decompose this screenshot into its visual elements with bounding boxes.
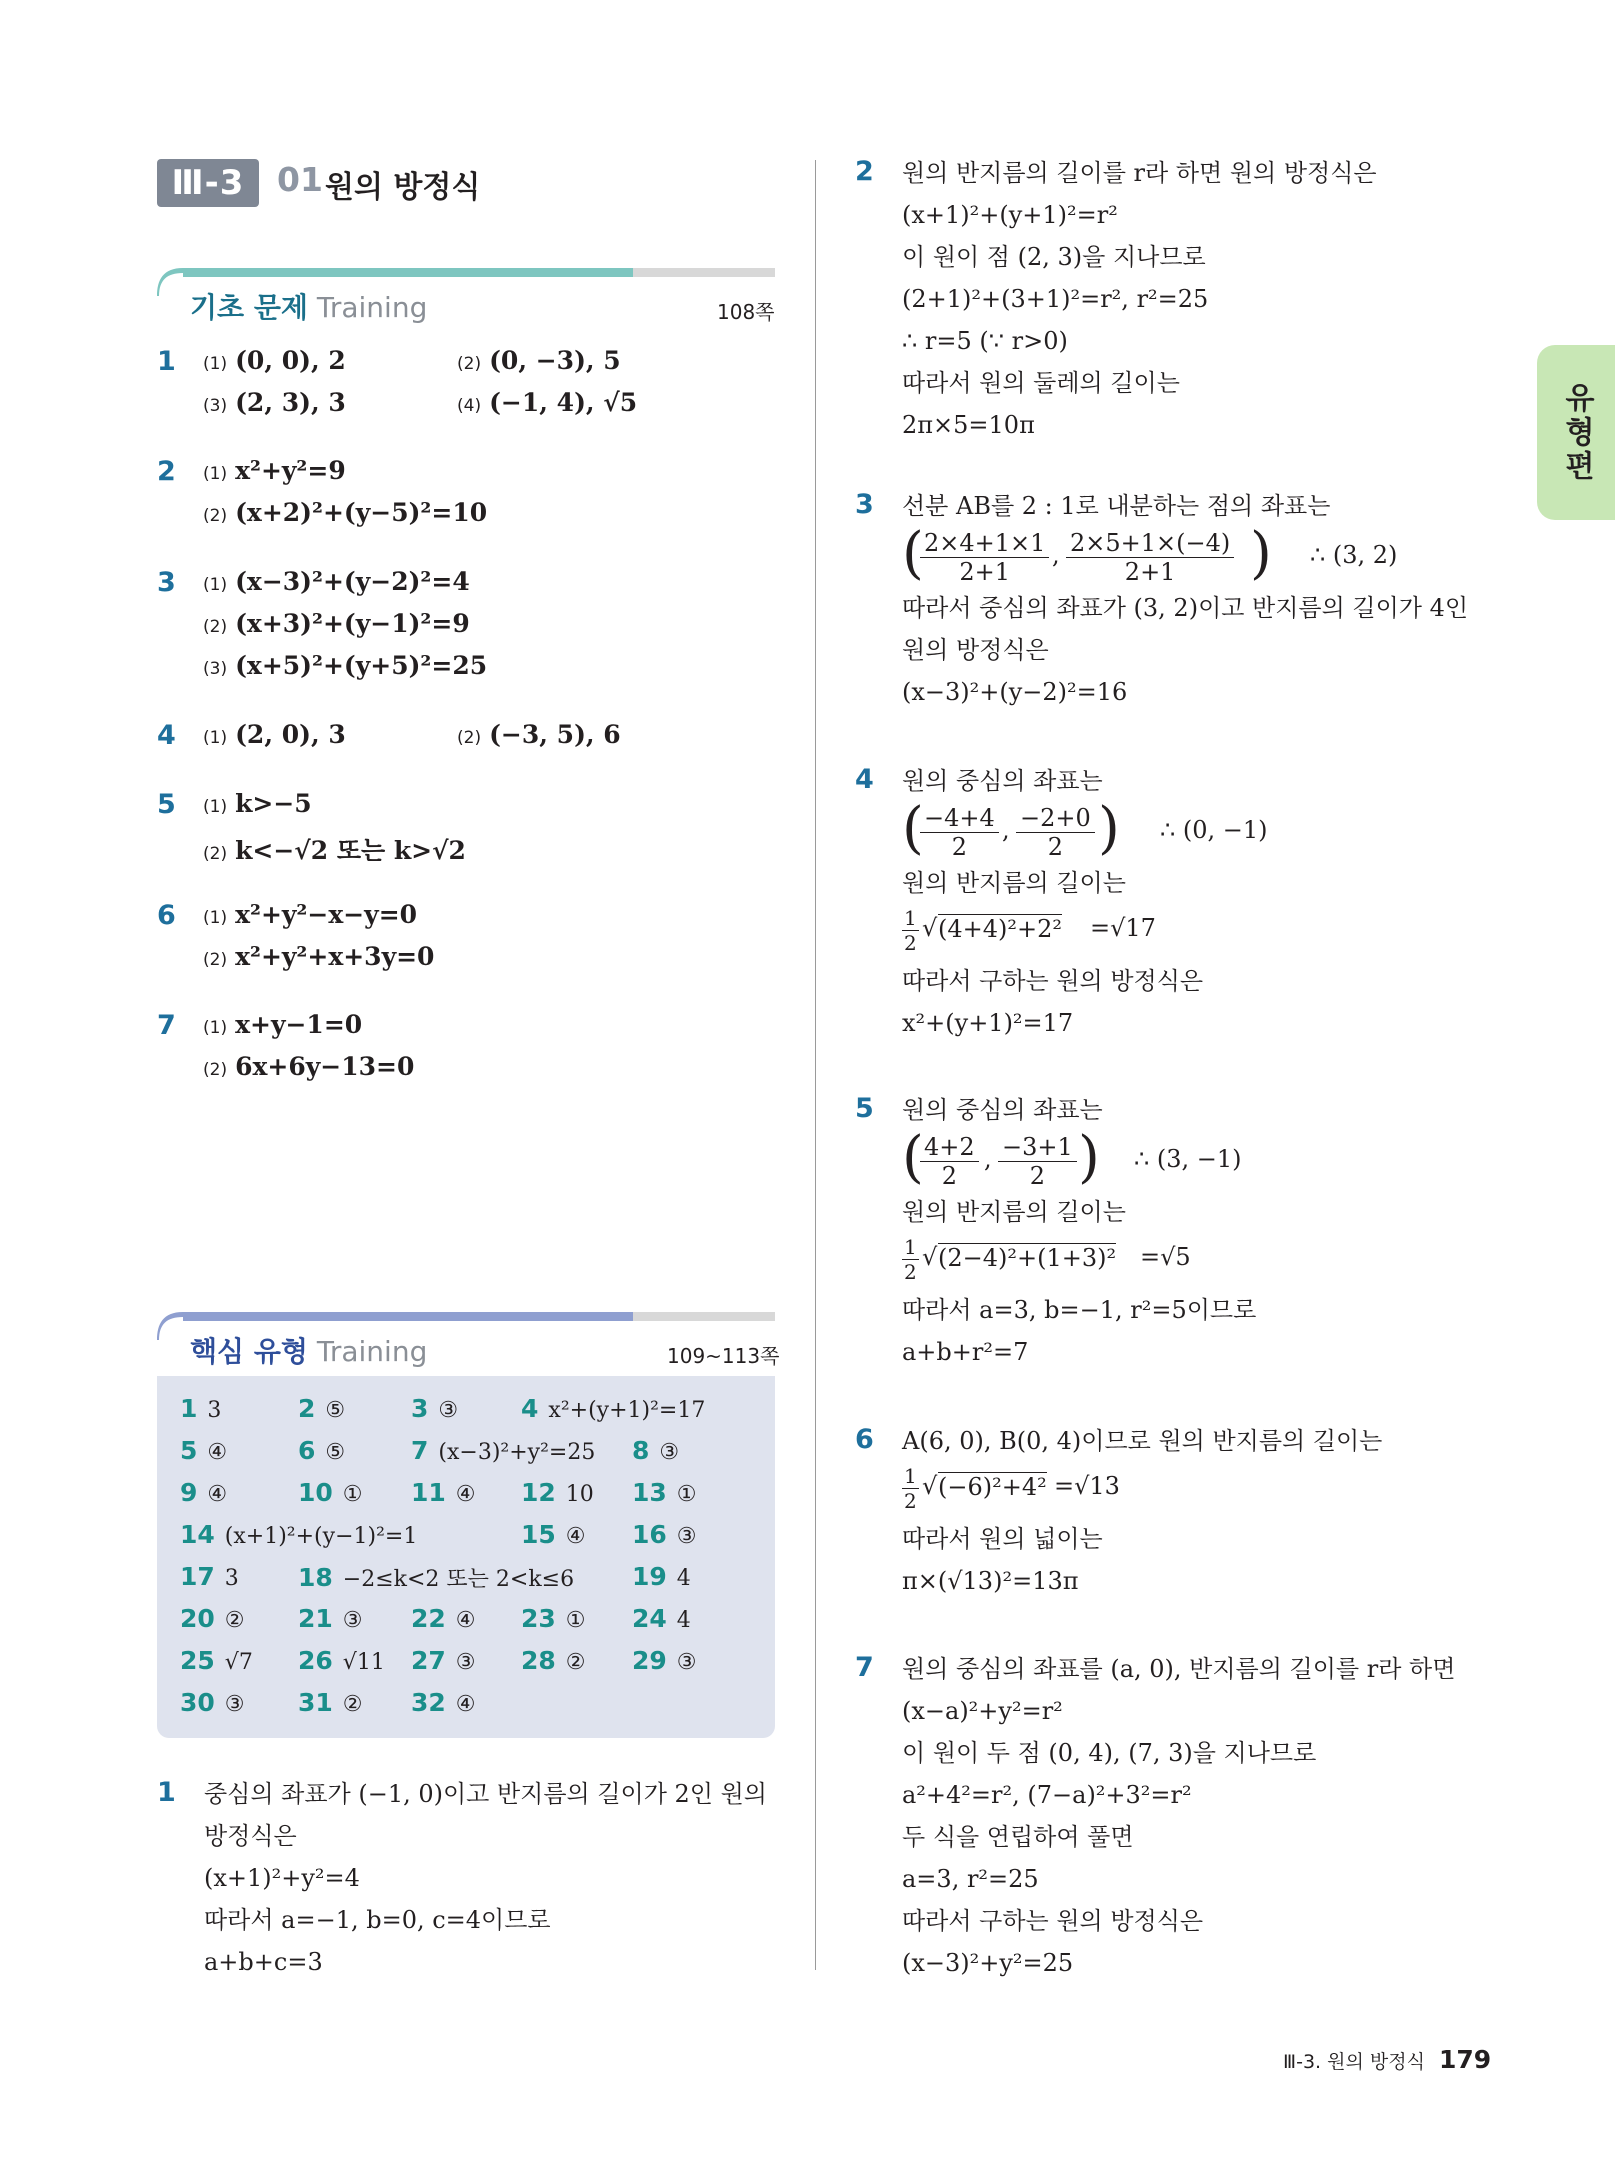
core-num: 10 <box>298 1478 333 1507</box>
core-val: ④ <box>455 1482 476 1507</box>
solution-5 <box>902 1089 1502 1373</box>
solution-line: 방정식은 <box>204 1822 297 1850</box>
core-num: 21 <box>298 1604 333 1633</box>
core-section-title <box>190 1330 427 1370</box>
sqrt-result: =√17 <box>1090 914 1156 942</box>
fraction-den: 2 <box>1029 1162 1046 1190</box>
core-num: 20 <box>180 1604 215 1633</box>
core-val: √11 <box>342 1650 385 1675</box>
core-val: ⑤ <box>325 1440 346 1465</box>
solution-line: 원의 중심의 좌표는 <box>902 767 1103 795</box>
core-num: 4 <box>521 1394 539 1423</box>
core-val: ③ <box>342 1608 363 1633</box>
fraction-num: 4+2 <box>920 1133 979 1162</box>
solution-line: (x−3)²+(y−2)²=16 <box>902 678 1128 706</box>
sqrt-body: (−6)²+4² <box>938 1473 1047 1501</box>
core-val: ① <box>565 1608 586 1633</box>
core-num: 14 <box>180 1520 215 1549</box>
page-footer <box>1283 2045 1491 2074</box>
fraction <box>920 1133 979 1190</box>
solution-line: 따라서 원의 넓이는 <box>902 1525 1103 1553</box>
core-val: (x+1)²+(y−1)²=1 <box>224 1524 418 1549</box>
solution-line: 원의 반지름의 길이를 r라 하면 원의 방정식은 <box>902 159 1377 187</box>
sqrt-sign: √ <box>922 914 938 942</box>
basic-number: 4 <box>157 720 176 751</box>
solution-3 <box>902 485 1502 713</box>
basic-answer: (2) (0, −3), 5 <box>457 346 621 375</box>
fraction-num: 1 <box>904 1235 917 1259</box>
core-val: 4 <box>676 1608 691 1633</box>
fraction-den: 2+1 <box>959 558 1011 586</box>
coordinate-fraction <box>902 796 1502 862</box>
basic-answer: (3) (x+5)²+(y+5)²=25 <box>203 651 488 680</box>
fraction <box>920 804 999 861</box>
core-val: ④ <box>565 1524 586 1549</box>
solution-line: 2π×5=10π <box>902 411 1035 439</box>
core-val: x²+(y+1)²=17 <box>548 1398 706 1423</box>
core-num: 15 <box>521 1520 556 1549</box>
fraction-den: 2 <box>904 1260 917 1284</box>
solution-line: x²+(y+1)²=17 <box>902 1009 1074 1037</box>
basic-title-light: Training <box>316 291 428 324</box>
core-num: 1 <box>180 1394 198 1423</box>
solution-line: 선분 AB를 2 : 1로 내분하는 점의 좌표는 <box>902 492 1331 520</box>
solution-line: A(6, 0), B(0, 4)이므로 원의 반지름의 길이는 <box>902 1427 1383 1455</box>
sqrt-result: =√13 <box>1054 1472 1120 1500</box>
solution-line: 따라서 구하는 원의 방정식은 <box>902 967 1204 995</box>
side-tab <box>1537 345 1615 520</box>
basic-answer: (1) (0, 0), 2 <box>203 346 346 375</box>
basic-answer: (1) x+y−1=0 <box>203 1010 363 1039</box>
fraction-den: 2 <box>1047 833 1064 861</box>
solution-line: 원의 중심의 좌표는 <box>902 1096 1103 1124</box>
core-num: 32 <box>411 1688 446 1717</box>
solution-line: ∴ r=5 (∵ r>0) <box>902 327 1068 355</box>
side-tab-label: 유형편 <box>1559 381 1594 484</box>
fraction-den: 2 <box>941 1162 957 1190</box>
section-number: 01 <box>277 160 323 199</box>
basic-number: 1 <box>157 346 176 377</box>
solution-line: 이 원이 점 (2, 3)을 지나므로 <box>902 243 1206 271</box>
solution-line: a+b+c=3 <box>204 1948 323 1976</box>
core-num: 24 <box>632 1604 667 1633</box>
fraction-num: −2+0 <box>1016 804 1095 833</box>
core-val: ③ <box>659 1440 680 1465</box>
core-val: ③ <box>224 1692 245 1717</box>
solution-line: π×(√13)²=13π <box>902 1567 1079 1595</box>
core-num: 27 <box>411 1646 446 1675</box>
solution-line: a+b+r²=7 <box>902 1338 1029 1366</box>
paren-right: ) <box>1250 521 1272 586</box>
core-num: 25 <box>180 1646 215 1675</box>
core-title-light: Training <box>316 1335 428 1368</box>
coordinate-fraction <box>902 1125 1502 1191</box>
fraction-num: −4+4 <box>920 804 999 833</box>
core-num: 7 <box>411 1436 429 1465</box>
radius-expression <box>902 1233 1502 1289</box>
core-num: 12 <box>521 1478 556 1507</box>
fraction-half <box>902 1464 919 1513</box>
core-num: 26 <box>298 1646 333 1675</box>
basic-answer: (1) (2, 0), 3 <box>203 720 346 749</box>
core-num: 28 <box>521 1646 556 1675</box>
fraction-num: 2×4+1×1 <box>920 529 1049 558</box>
core-num: 29 <box>632 1646 667 1675</box>
paren-right: ) <box>1078 1125 1100 1190</box>
core-num: 22 <box>411 1604 446 1633</box>
sqrt-sign: √ <box>922 1243 938 1271</box>
comma: , <box>1002 816 1010 844</box>
core-val: ③ <box>676 1650 697 1675</box>
fraction-den: 2 <box>904 1489 917 1513</box>
solution-number: 5 <box>855 1093 874 1124</box>
core-num: 5 <box>180 1436 198 1465</box>
radius-expression <box>902 904 1502 960</box>
core-num: 18 <box>298 1563 333 1592</box>
page-number: 179 <box>1438 2045 1492 2074</box>
paren-left: ( <box>902 796 924 861</box>
core-val: 10 <box>565 1482 594 1507</box>
basic-answer: (2) k<−√2 또는 k>√2 <box>203 836 466 865</box>
solution-line: (x−3)²+y²=25 <box>902 1949 1074 1977</box>
footer-section: Ⅲ-3. 원의 방정식 <box>1283 2051 1425 2073</box>
core-page-ref: 109~113쪽 <box>667 1344 780 1368</box>
fraction-den: 2+1 <box>1124 558 1176 586</box>
radius-expression <box>902 1462 1502 1518</box>
core-val: ④ <box>207 1440 228 1465</box>
fraction-den: 2 <box>904 931 917 955</box>
solution-line: 이 원이 두 점 (0, 4), (7, 3)을 지나므로 <box>902 1739 1317 1767</box>
solution-line: a=3, r²=25 <box>902 1865 1039 1893</box>
solution-line: 중심의 좌표가 (−1, 0)이고 반지름의 길이가 2인 원의 <box>204 1780 767 1808</box>
core-num: 23 <box>521 1604 556 1633</box>
solution-line: 두 식을 연립하여 풀면 <box>902 1823 1134 1851</box>
solution-2 <box>902 152 1377 446</box>
core-val: (x−3)²+y²=25 <box>438 1440 596 1465</box>
solution-line: 따라서 구하는 원의 방정식은 <box>902 1907 1204 1935</box>
column-divider <box>815 160 816 1970</box>
sqrt-sign: √ <box>922 1472 938 1500</box>
solution-number: 6 <box>855 1424 874 1455</box>
basic-answer: (1) x²+y²=9 <box>203 456 346 485</box>
paren-right: ) <box>1098 796 1120 861</box>
basic-number: 5 <box>157 789 176 820</box>
fraction <box>1066 529 1234 586</box>
core-num: 3 <box>411 1394 429 1423</box>
core-val: ③ <box>455 1650 476 1675</box>
solution-6 <box>902 1420 1502 1602</box>
solution-line: (x+1)²+(y+1)²=r² <box>902 201 1118 229</box>
core-title-bold: 핵심 유형 <box>190 1335 308 1368</box>
solution-line: 따라서 원의 둘레의 길이는 <box>902 369 1180 397</box>
basic-answer: (1) k>−5 <box>203 789 312 818</box>
core-num: 9 <box>180 1478 198 1507</box>
basic-answer: (1) (x−3)²+(y−2)²=4 <box>203 567 470 596</box>
solution-line: 원의 반지름의 길이는 <box>902 1198 1126 1226</box>
section-title: 원의 방정식 <box>325 170 481 205</box>
basic-number: 7 <box>157 1010 176 1041</box>
coordinate-result: ∴ (0, −1) <box>1160 816 1268 844</box>
solution-line: a²+4²=r², (7−a)²+3²=r² <box>902 1781 1192 1809</box>
core-num: 30 <box>180 1688 215 1717</box>
solution-line: 원의 반지름의 길이는 <box>902 869 1126 897</box>
core-val: ② <box>224 1608 245 1633</box>
chapter-badge: Ⅲ-3 <box>157 159 259 207</box>
coordinate-result: ∴ (3, 2) <box>1310 541 1398 569</box>
core-val: √7 <box>224 1650 253 1675</box>
core-num: 6 <box>298 1436 316 1465</box>
solution-1 <box>204 1773 767 1983</box>
basic-answer: (2) 6x+6y−13=0 <box>203 1052 415 1081</box>
solution-line: 따라서 a=−1, b=0, c=4이므로 <box>204 1906 551 1934</box>
sqrt-body: (4+4)²+2² <box>938 915 1062 943</box>
fraction-num: 1 <box>904 1464 917 1488</box>
core-val: ② <box>565 1650 586 1675</box>
core-val: ① <box>342 1482 363 1507</box>
basic-answer: (2) x²+y²+x+3y=0 <box>203 942 435 971</box>
coordinate-fraction <box>902 521 1502 587</box>
paren-left: ( <box>902 521 924 586</box>
solution-line: (x−a)²+y²=r² <box>902 1697 1063 1725</box>
solution-line: 원의 중심의 좌표를 (a, 0), 반지름의 길이를 r라 하면 <box>902 1655 1456 1683</box>
core-val: ⑤ <box>325 1398 346 1423</box>
paren-left: ( <box>902 1125 924 1190</box>
fraction-half <box>902 906 919 955</box>
core-num: 11 <box>411 1478 446 1507</box>
fraction <box>998 1133 1077 1190</box>
solution-line: 따라서 a=3, b=−1, r²=5이므로 <box>902 1296 1257 1324</box>
solution-4 <box>902 760 1502 1044</box>
core-num: 31 <box>298 1688 333 1717</box>
solution-line: 원의 방정식은 <box>902 636 1049 664</box>
basic-answer: (2) (−3, 5), 6 <box>457 720 621 749</box>
fraction-num: −3+1 <box>998 1133 1077 1162</box>
core-num: 16 <box>632 1520 667 1549</box>
core-val: −2≤k<2 또는 2<k≤6 <box>342 1567 575 1592</box>
core-val: ① <box>676 1482 697 1507</box>
fraction <box>1016 804 1095 861</box>
comma: , <box>1052 541 1060 569</box>
core-val: ④ <box>455 1692 476 1717</box>
solution-number: 1 <box>157 1777 176 1808</box>
sqrt-body: (2−4)²+(1+3)² <box>938 1244 1117 1272</box>
solution-number: 3 <box>855 489 874 520</box>
core-num: 19 <box>632 1562 667 1591</box>
basic-answer: (2) (x+2)²+(y−5)²=10 <box>203 498 488 527</box>
core-val: 4 <box>676 1566 691 1591</box>
fraction-num: 1 <box>904 906 917 930</box>
basic-number: 6 <box>157 900 176 931</box>
basic-page-ref: 108쪽 <box>717 300 775 324</box>
comma: , <box>984 1145 992 1173</box>
solution-line: 따라서 중심의 좌표가 (3, 2)이고 반지름의 길이가 4인 <box>902 594 1469 622</box>
core-val: ④ <box>207 1482 228 1507</box>
fraction-den: 2 <box>951 833 968 861</box>
basic-section-title <box>190 286 427 326</box>
solution-number: 4 <box>855 764 874 795</box>
fraction <box>920 529 1049 586</box>
core-answer-cells <box>180 1394 770 1724</box>
basic-title-bold: 기초 문제 <box>190 291 308 324</box>
sqrt-result: =√5 <box>1140 1243 1191 1271</box>
solution-line: (2+1)²+(3+1)²=r², r²=25 <box>902 285 1209 313</box>
core-num: 8 <box>632 1436 650 1465</box>
core-num: 13 <box>632 1478 667 1507</box>
fraction-half <box>902 1235 919 1284</box>
coordinate-result: ∴ (3, −1) <box>1134 1145 1242 1173</box>
core-num: 17 <box>180 1562 215 1591</box>
core-val: ③ <box>676 1524 697 1549</box>
solution-number: 2 <box>855 156 874 187</box>
core-val: 3 <box>224 1566 239 1591</box>
core-val: ④ <box>455 1608 476 1633</box>
basic-answer: (4) (−1, 4), √5 <box>457 388 638 417</box>
basic-answer: (1) x²+y²−x−y=0 <box>203 900 418 929</box>
solution-line: (x+1)²+y²=4 <box>204 1864 360 1892</box>
solution-number: 7 <box>855 1652 874 1683</box>
basic-number: 3 <box>157 567 176 598</box>
core-val: ② <box>342 1692 363 1717</box>
core-val: 3 <box>207 1398 222 1423</box>
fraction-num: 2×5+1×(−4) <box>1066 529 1234 558</box>
basic-answer: (2) (x+3)²+(y−1)²=9 <box>203 609 470 638</box>
core-num: 2 <box>298 1394 316 1423</box>
basic-number: 2 <box>157 456 176 487</box>
basic-answer: (3) (2, 3), 3 <box>203 388 346 417</box>
core-val: ③ <box>438 1398 459 1423</box>
solution-7 <box>902 1648 1455 1984</box>
